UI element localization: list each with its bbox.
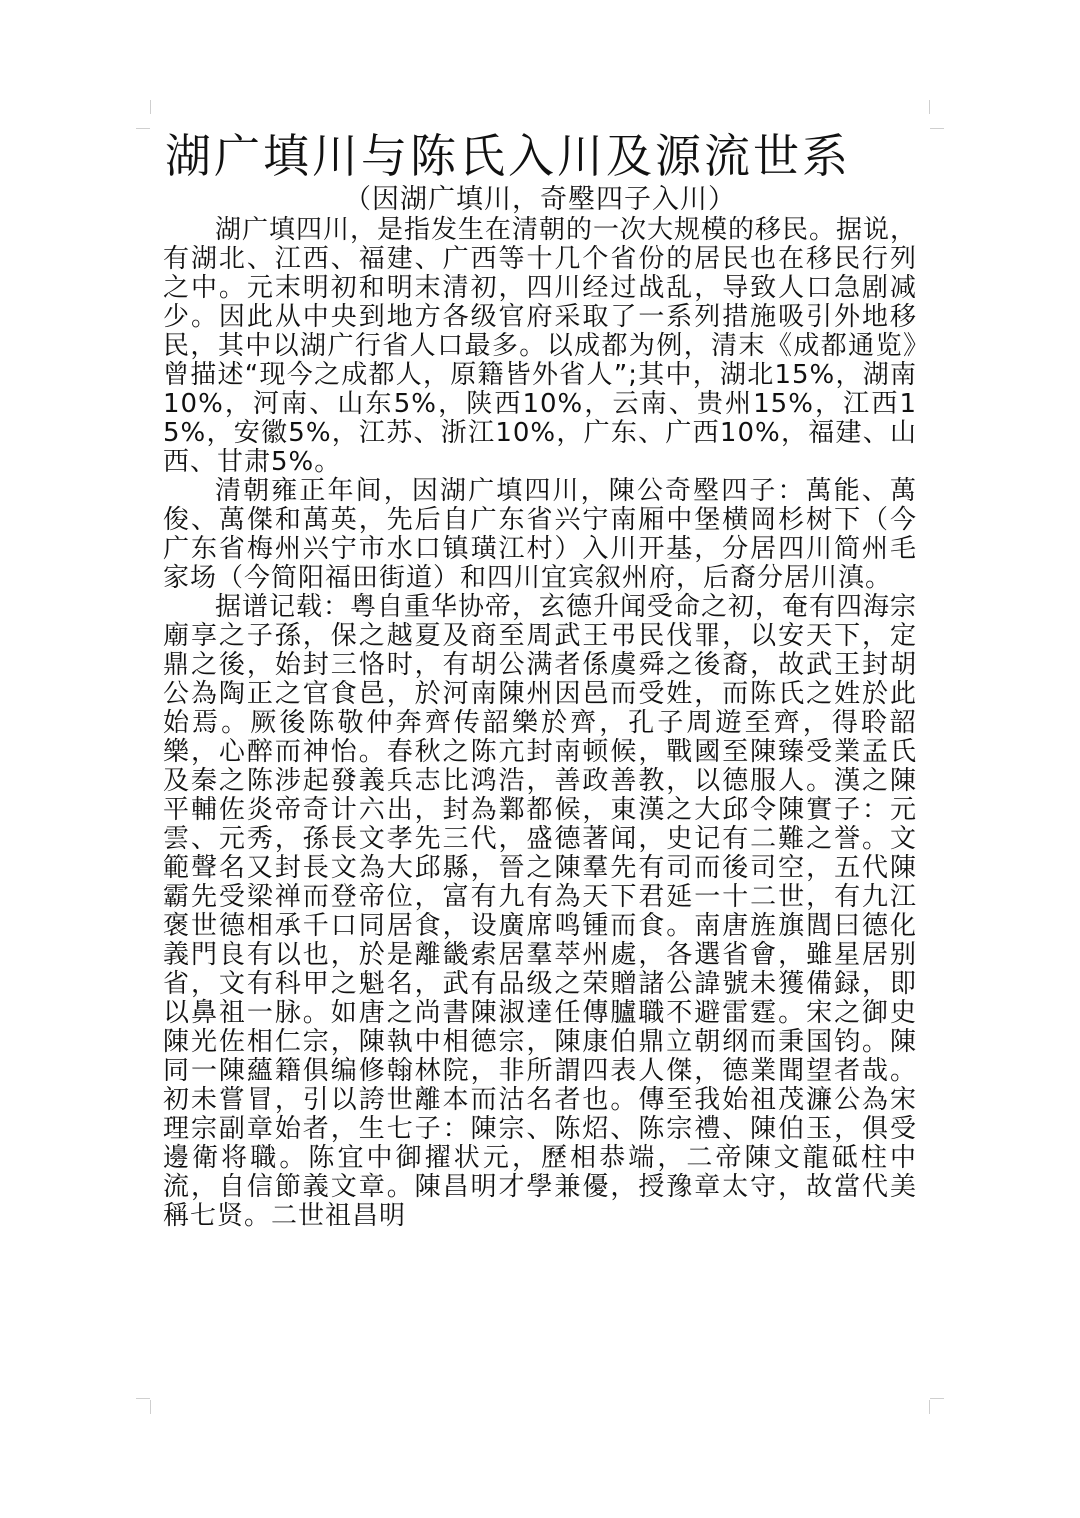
crop-mark [136, 128, 150, 129]
crop-mark [929, 100, 930, 114]
crop-mark [930, 128, 944, 129]
crop-mark [150, 100, 151, 114]
crop-mark [136, 1398, 150, 1399]
crop-mark [929, 1400, 930, 1414]
document-title: 湖广填川与陈氏入川及源流世系 [165, 129, 851, 183]
crop-mark [930, 1398, 944, 1399]
paragraph-chen-family: 清朝雍正年间，因湖广填四川，陳公奇壂四子：萬能、萬俊、萬傑和萬英，先后自广东省兴宁南厢中堡横岡杉树下（今广东省梅州兴宁市水口镇璜江村）入川开基，分居四川简州毛家场（今简阳福田街道）和四川宜宾叙州府，后裔分居川滇。 [163, 476, 917, 593]
document-page [163, 128, 917, 1231]
paragraph-migration: 湖广填四川，是指发生在清朝的一次大规模的移民。据说，有湖北、江西、福建、广西等十几个省份的居民也在移民行列之中。元末明初和明末清初，四川经过战乱，导致人口急剧减少。因此从中央到地方各级官府采取了一系列措施吸引外地移民，其中以湖广行省人口最多。以成都为例，清末《成都通览》曾描述“现今之成都人，原籍皆外省人”;其中，湖北15%，湖南10%，河南、山东5%，陕西10%，云南、贵州15%，江西15%，安徽5%，江苏、浙江10%，广东、广西10%，福建、山西、甘肃5%。 [163, 215, 918, 477]
crop-mark [150, 1400, 151, 1414]
paragraph-genealogy: 据谱记载：粤自重华协帝，玄德升闻受命之初，奄有四海宗廟享之子孫，保之越夏及商至周武王弔民伐罪，以安天下，定鼎之後，始封三恪时，有胡公满者係虞舜之後裔，故武王封胡公為陶正之官食邑，於河南陳州因邑而受姓，而陈氏之姓於此始焉。厥後陈敬仲奔齊传韶樂於齊，孔子周遊至齊，得聆韶樂，心醉而神怡。春秋之陈亢封南顿候，戰國至陳臻受業孟氏及秦之陈涉起發義兵志比鸿浩，善政善教，以德服人。漢之陳平輔佐炎帝奇计六出，封為鄴都候，東漢之大邱令陳實子：元雲、元秀，孫長文孝先三代，盛德著闻，史记有二難之誉。文範聲名又封長文為大邱縣，晉之陳羣先有司而後司空，五代陳霸先受梁禅而登帝位，富有九有為天下君延一十二世，有九江褒世德相承千口同居食，设廣席鸣锺而食。南唐旌旗閭曰德化義門良有以也，於是離畿索居羣萃州處，各選省會，雖星居别省，文有科甲之魁名，武有品级之荣贈諸公諱號未獲備録，即以鼻祖一脉。如唐之尚書陳淑達任傳臚職不避雷霆。宋之御史陳光佐相仁宗，陳執中相德宗，陳康伯鼎立朝纲而秉国钧。陳同一陳蘊籍俱编修翰林院，非所謂四表人傑，德業聞望者哉。初未嘗冒，引以誇世離本而沽名者也。傳至我始祖茂濂公為宋理宗副章始者，生七子：陳宗、陈炤、陈宗禮、陳伯玉，俱受邊衛将職。陈宜中御擢状元，歷相恭端，二帝陳文龍砥柱中流，自信節義文章。陳昌明才學兼優，授豫章太守，故當代美稱七贤。二世祖昌明 [163, 592, 918, 1231]
document-subtitle: （因湖广填川，奇壂四子入川） [344, 184, 736, 215]
